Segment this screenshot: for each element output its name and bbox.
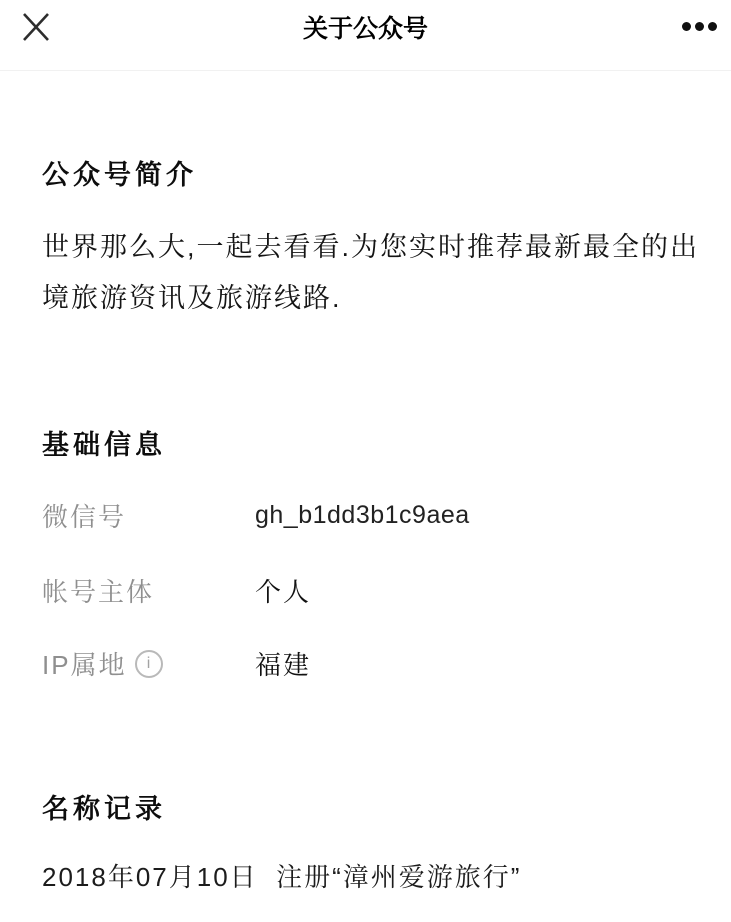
- close-button[interactable]: [18, 9, 54, 45]
- ip-location-label: [42, 645, 255, 682]
- ip-location-value: 福建: [255, 650, 312, 680]
- more-button[interactable]: [681, 17, 718, 35]
- name-record-entry: 2018年07月10日 注册“漳州爱游旅行”: [42, 862, 522, 892]
- wechat-id-label: 微信号: [42, 502, 127, 532]
- wechat-id-row: [42, 497, 711, 534]
- wechat-id-value: gh_b1dd3b1c9aea: [255, 501, 470, 529]
- page-title: 关于公众号: [302, 15, 428, 43]
- account-entity-label: 帐号主体: [42, 577, 155, 607]
- account-entity-row: [42, 572, 711, 609]
- intro-text: 世界那么大,一起去看看.为您实时推荐最新最全的出境旅游资讯及旅游线路.: [42, 232, 700, 313]
- info-circle-icon[interactable]: i: [135, 650, 163, 678]
- ellipsis-icon: [708, 22, 717, 31]
- ip-location-label-text: IP属地: [42, 650, 127, 680]
- name-record-section-heading: 名称记录: [42, 794, 166, 824]
- ip-location-row: [42, 645, 711, 682]
- topbar: [0, 0, 731, 71]
- close-icon: [21, 11, 51, 43]
- ellipsis-icon: [682, 22, 691, 31]
- ellipsis-icon: [695, 22, 704, 31]
- account-entity-value: 个人: [255, 577, 312, 607]
- basic-info-section-heading: 基础信息: [42, 430, 166, 460]
- intro-section-heading: 公众号简介: [42, 160, 197, 190]
